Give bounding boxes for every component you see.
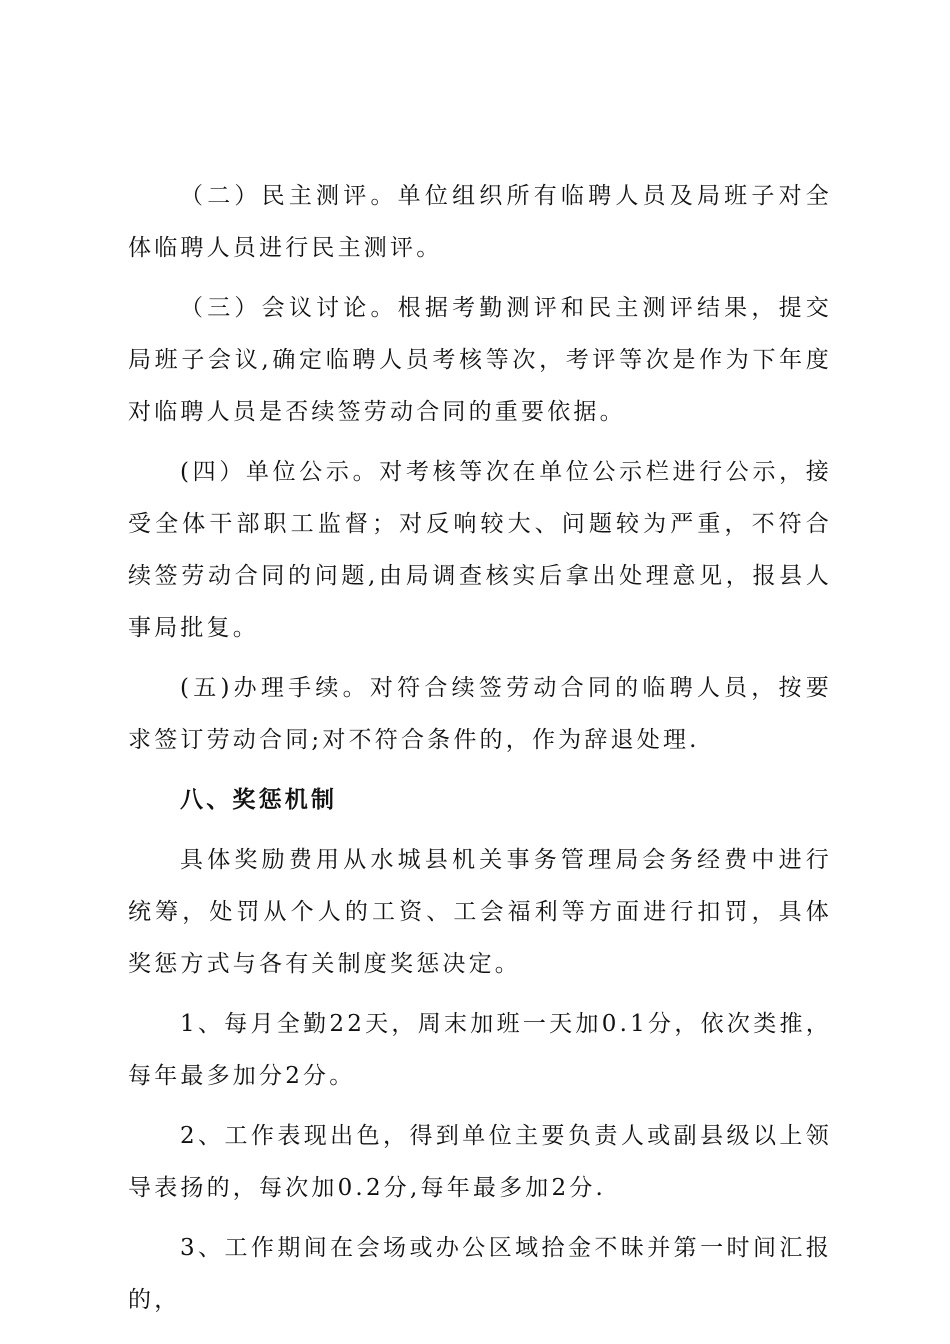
paragraph-funding: 具体奖励费用从水城县机关事务管理局会务经费中进行统筹，处罚从个人的工资、工会福利等方面进行扣罚，具体奖惩方式与各有关制度奖惩决定。: [128, 847, 832, 977]
section-heading-rewards-penalties: 八、奖惩机制: [180, 787, 338, 813]
paragraph-meeting-discussion: （三）会议讨论。根据考勤测评和民主测评结果，提交局班子会议,确定临聘人员考核等次，考评等次是作为下年度对临聘人员是否续签劳动合同的重要依据。: [128, 295, 832, 425]
paragraph-procedures: (五)办理手续。对符合续签劳动合同的临聘人员，按要求签订劳动合同;对不符合条件的，作为辞退处理.: [128, 675, 832, 753]
rule-item-3: 3、工作期间在会场或办公区域拾金不昧并第一时间汇报的，: [128, 1235, 832, 1313]
document-body: [128, 170, 832, 1334]
paragraph-unit-publicity: (四）单位公示。对考核等次在单位公示栏进行公示，接受全体干部职工监督；对反响较大、问题较为严重，不符合续签劳动合同的问题,由局调查核实后拿出处理意见，报县人事局批复。: [128, 459, 832, 641]
rule-item-1: 1、每月全勤22天，周末加班一天加0.1分，依次类推，每年最多加分2分。: [128, 1011, 832, 1089]
paragraph-democratic-evaluation: （二）民主测评。单位组织所有临聘人员及局班子对全体临聘人员进行民主测评。: [128, 183, 832, 261]
rule-item-2: 2、工作表现出色，得到单位主要负责人或副县级以上领导表扬的，每次加0.2分,每年最多加2分.: [128, 1123, 832, 1201]
